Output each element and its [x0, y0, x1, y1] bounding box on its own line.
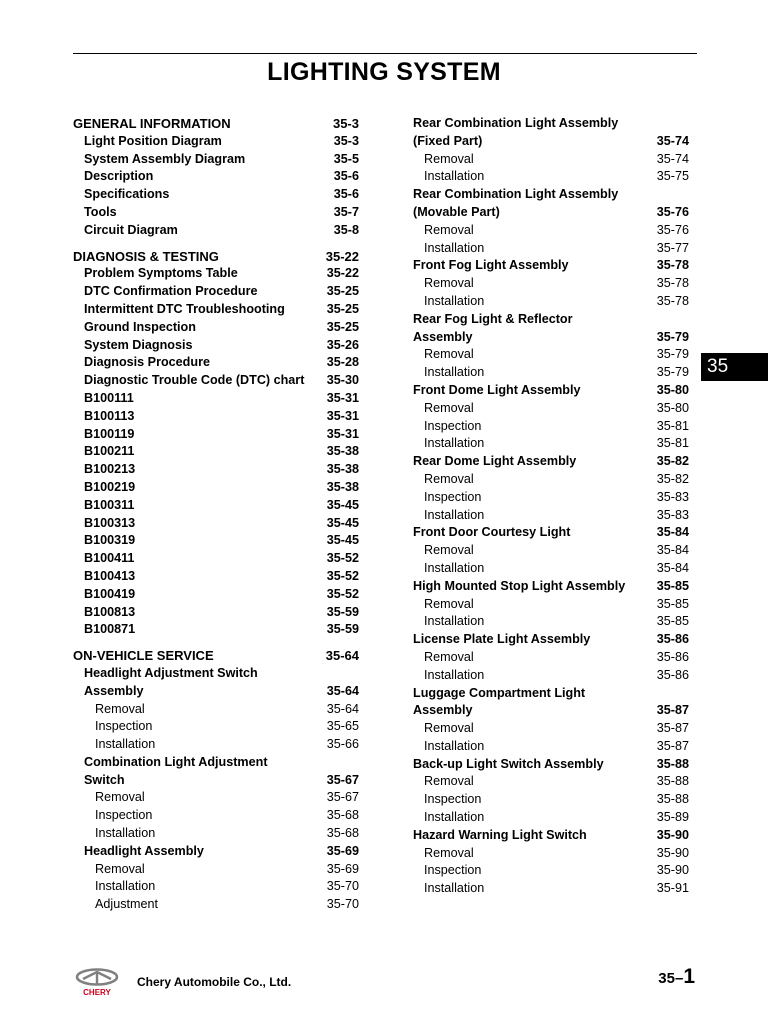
toc-entry-title: Removal: [424, 596, 474, 611]
toc-entry-page: 35-90: [656, 863, 689, 878]
toc-entry-page: 35-6: [333, 187, 359, 202]
toc-entry-page: 35-66: [326, 737, 359, 752]
toc-entry-page: 35-65: [326, 719, 359, 734]
logo-text: CHERY: [83, 988, 111, 997]
page-number-value: 1: [683, 965, 695, 988]
toc-entry-title: Ground Inspection: [84, 319, 196, 334]
toc-entry-page: 35-67: [326, 790, 359, 805]
company-name: Chery Automobile Co., Ltd.: [137, 975, 292, 989]
toc-entry: [73, 319, 359, 337]
toc-entry-title: Installation: [424, 436, 485, 451]
toc-entry-page: 35-69: [326, 861, 359, 876]
toc-entry-page: 35-22: [325, 248, 359, 264]
toc-entry-page: 35-64: [326, 683, 359, 698]
toc-entry-title: Removal: [424, 471, 474, 486]
toc-entry: [73, 586, 359, 604]
toc-section: [73, 647, 359, 665]
toc-entry-page: 35-83: [656, 489, 689, 504]
toc-subentry: [73, 896, 359, 914]
toc-entry-title: B100313: [84, 515, 136, 530]
toc-subentry: [413, 560, 689, 578]
toc-entry-page: 35-8: [333, 222, 359, 237]
toc-entry-page: 35-38: [326, 479, 359, 494]
toc-subentry: [73, 807, 359, 825]
toc-subentry: [413, 400, 689, 418]
toc-entry-page: 35-80: [656, 400, 689, 415]
toc-subentry: [413, 773, 689, 791]
toc-entry-page: 35-78: [656, 276, 689, 291]
toc-entry-page: 35-52: [326, 586, 359, 601]
toc-entry-title: B100419: [84, 586, 136, 601]
toc-entry-page: 35-86: [656, 649, 689, 664]
toc-entry-title: Problem Symptoms Table: [84, 266, 238, 281]
toc-entry: [73, 843, 359, 861]
toc-entry-page: 35-87: [656, 738, 689, 753]
toc-entry: [73, 186, 359, 204]
toc-entry-title: B100211: [84, 444, 135, 459]
toc-entry-page: 35-85: [656, 614, 689, 629]
toc-entry: [413, 524, 689, 542]
toc-entry-page: 35-86: [656, 667, 689, 682]
toc-subentry: [413, 809, 689, 827]
toc-entry-title: Removal: [424, 649, 474, 664]
toc-entry-title: Removal: [424, 347, 474, 362]
toc-entry-title: Inspection: [95, 719, 153, 734]
toc-entry-title: Installation: [95, 879, 156, 894]
toc-entry: [413, 827, 689, 845]
toc-subentry: [73, 718, 359, 736]
toc-subentry: [413, 507, 689, 525]
toc-entry: [413, 257, 689, 275]
toc-entry-title: Rear Combination Light Assembly (Movable Part): [413, 187, 619, 219]
toc-entry-title: B100113: [84, 408, 135, 423]
toc-entry-page: 35-30: [326, 373, 359, 388]
toc-entry-page: 35-83: [656, 507, 689, 522]
toc-entry-page: 35-87: [656, 721, 689, 736]
toc-entry: [73, 283, 359, 301]
toc-entry-title: Description: [84, 169, 154, 184]
toc-entry-page: 35-64: [325, 648, 359, 664]
toc-entry-page: 35-85: [656, 578, 689, 593]
toc-entry: [413, 756, 689, 774]
toc-entry-page: 35-78: [656, 293, 689, 308]
toc-entry-title: Inspection: [424, 418, 482, 433]
toc-entry-title: Rear Dome Light Assembly: [413, 454, 577, 469]
toc-entry-page: 35-52: [326, 551, 359, 566]
toc-subentry: [413, 649, 689, 667]
toc-subentry: [73, 736, 359, 754]
toc-entry-title: Installation: [424, 293, 485, 308]
toc-entry-page: 35-89: [656, 810, 689, 825]
toc-entry: [413, 685, 689, 721]
toc-entry-page: 35-78: [656, 258, 689, 273]
toc-entry-page: 35-74: [656, 133, 689, 148]
toc-entry: [413, 311, 689, 347]
toc-entry: [73, 337, 359, 355]
toc-entry: [413, 382, 689, 400]
toc-entry: [73, 390, 359, 408]
toc-subentry: [413, 862, 689, 880]
toc-entry-page: 35-6: [333, 169, 359, 184]
footer: [73, 965, 697, 999]
toc-entry: [73, 532, 359, 550]
toc-entry-title: Installation: [424, 738, 485, 753]
toc-entry-title: GENERAL INFORMATION: [73, 116, 231, 131]
toc-subentry: [413, 489, 689, 507]
toc-entry: [73, 461, 359, 479]
toc-entry-title: Installation: [424, 365, 485, 380]
toc-entry-page: 35-31: [326, 426, 359, 441]
toc-entry-title: Inspection: [95, 808, 153, 823]
toc-entry: [73, 222, 359, 240]
toc-subentry: [413, 720, 689, 738]
toc-entry-title: Hazard Warning Light Switch: [413, 827, 587, 842]
toc-subentry: [413, 880, 689, 898]
toc-entry-title: B100311: [84, 497, 135, 512]
toc-entry: [413, 631, 689, 649]
toc-entry-page: 35-26: [326, 337, 359, 352]
toc-entry: [73, 754, 359, 790]
toc-subentry: [413, 791, 689, 809]
toc-subentry: [73, 861, 359, 879]
toc-subentry: [413, 613, 689, 631]
toc-entry: [73, 443, 359, 461]
toc-entry: [73, 479, 359, 497]
toc-entry-title: Installation: [424, 169, 485, 184]
toc-entry: [73, 515, 359, 533]
chapter-tab: 35: [701, 353, 768, 381]
toc-entry-title: Installation: [424, 240, 485, 255]
toc-section: [73, 115, 359, 133]
toc-entry-title: B100411: [84, 551, 135, 566]
toc-entry-page: 35-85: [656, 596, 689, 611]
toc-entry-title: Intermittent DTC Troubleshooting: [84, 301, 285, 316]
toc-entry: [73, 301, 359, 319]
toc-subentry: [413, 667, 689, 685]
toc-entry-title: Circuit Diagram: [84, 222, 178, 237]
toc-entry-page: 35-82: [656, 454, 689, 469]
toc-entry-title: Installation: [424, 507, 485, 522]
toc-entry-page: 35-86: [656, 632, 689, 647]
toc-entry: [413, 453, 689, 471]
toc-entry-page: 35-22: [326, 266, 359, 281]
toc-entry-page: 35-68: [326, 826, 359, 841]
toc-entry: [413, 115, 689, 151]
page-title: LIGHTING SYSTEM: [267, 58, 501, 86]
toc-entry-page: 35-70: [326, 897, 359, 912]
chery-logo: [73, 967, 125, 997]
toc-entry: [73, 354, 359, 372]
toc-subentry: [73, 825, 359, 843]
toc-subentry: [413, 275, 689, 293]
toc-entry: [73, 568, 359, 586]
toc-entry-page: 35-59: [326, 604, 359, 619]
toc-entry-page: 35-91: [656, 881, 689, 896]
page-number: [658, 965, 695, 989]
toc-entry-title: Front Fog Light Assembly: [413, 258, 569, 273]
toc-entry-page: 35-84: [656, 543, 689, 558]
toc-entry-page: 35-82: [656, 471, 689, 486]
toc-entry-page: 35-88: [656, 774, 689, 789]
toc-entry-title: System Diagnosis: [84, 337, 193, 352]
toc-entry: [73, 265, 359, 283]
toc-entry-title: B100413: [84, 568, 136, 583]
toc-entry-page: 35-25: [326, 301, 359, 316]
toc-entry-title: Light Position Diagram: [84, 133, 222, 148]
toc-entry-title: Removal: [424, 774, 474, 789]
toc-entry-page: 35-3: [332, 116, 359, 131]
toc-entry-page: 35-79: [656, 347, 689, 362]
toc-subentry: [413, 168, 689, 186]
toc-entry-page: 35-90: [656, 827, 689, 842]
toc-entry-title: Installation: [424, 810, 485, 825]
top-rule: [73, 53, 697, 54]
toc-entry-title: Adjustment: [95, 897, 158, 912]
toc-entry-page: 35-87: [656, 703, 689, 718]
toc-entry: [73, 665, 359, 701]
toc-entry-page: 35-38: [326, 444, 359, 459]
toc-entry-title: B100119: [84, 426, 135, 441]
toc-entry-title: Headlight Adjustment Switch Assembly: [84, 665, 258, 698]
toc-entry-page: 35-74: [656, 151, 689, 166]
toc-entry-title: Diagnostic Trouble Code (DTC) chart: [84, 373, 305, 388]
toc-entry-page: 35-70: [326, 879, 359, 894]
toc-column-left: [73, 115, 359, 914]
toc-entry-title: DIAGNOSIS & TESTING: [73, 248, 219, 264]
toc-entry-page: 35-84: [656, 560, 689, 575]
toc-entry-title: License Plate Light Assembly: [413, 632, 591, 647]
toc-entry-title: Inspection: [424, 792, 482, 807]
toc-entry-page: 35-68: [326, 808, 359, 823]
toc-entry-title: Installation: [424, 614, 485, 629]
toc-entry-title: Installation: [424, 667, 485, 682]
toc-entry: [73, 426, 359, 444]
toc-entry-title: Removal: [424, 276, 474, 291]
page-number-prefix: 35–: [658, 970, 684, 987]
toc-entry-page: 35-77: [656, 240, 689, 255]
toc-entry: [73, 621, 359, 639]
toc-entry-page: 35-25: [326, 284, 359, 299]
toc-entry: [73, 133, 359, 151]
toc-entry-page: 35-45: [326, 515, 359, 530]
toc-entry-title: Removal: [424, 222, 474, 237]
toc-section: [73, 248, 359, 266]
toc-entry-title: Removal: [424, 845, 474, 860]
toc-entry-title: Removal: [424, 151, 474, 166]
toc-entry-page: 35-3: [333, 133, 359, 148]
toc-subentry: [413, 364, 689, 382]
toc-entry-title: Front Door Courtesy Light: [413, 525, 571, 540]
toc-subentry: [413, 435, 689, 453]
toc-entry-title: Removal: [424, 543, 474, 558]
toc-subentry: [413, 418, 689, 436]
toc-entry-title: Front Dome Light Assembly: [413, 382, 581, 397]
toc-subentry: [413, 542, 689, 560]
toc-entry-page: 35-79: [656, 329, 689, 344]
toc-entry-page: 35-28: [326, 355, 359, 370]
toc-entry-page: 35-76: [656, 204, 689, 219]
toc-entry: [73, 408, 359, 426]
toc-entry-title: Luggage Compartment Light Assembly: [413, 685, 586, 718]
toc-entry-title: B100111: [84, 390, 134, 405]
toc-entry-title: Tools: [84, 204, 117, 219]
toc-entry-page: 35-81: [656, 418, 689, 433]
toc-subentry: [413, 346, 689, 364]
toc-entry: [73, 204, 359, 222]
toc-entry-title: B100871: [84, 622, 136, 637]
toc-entry-page: 35-7: [333, 204, 359, 219]
toc-entry-title: High Mounted Stop Light Assembly: [413, 578, 626, 593]
toc-subentry: [73, 789, 359, 807]
toc-entry-title: B100319: [84, 533, 136, 548]
toc-entry-title: DTC Confirmation Procedure: [84, 284, 258, 299]
toc-subentry: [413, 471, 689, 489]
toc-entry-title: Rear Combination Light Assembly (Fixed Part): [413, 116, 619, 148]
toc-column-right: [413, 115, 689, 898]
toc-entry-title: Removal: [424, 721, 474, 736]
toc-entry-title: B100813: [84, 604, 136, 619]
toc-entry-page: 35-90: [656, 845, 689, 860]
toc-entry-page: 35-84: [656, 525, 689, 540]
toc-entry-page: 35-52: [326, 568, 359, 583]
toc-entry-title: Headlight Assembly: [84, 843, 204, 858]
toc-entry-title: Inspection: [424, 863, 482, 878]
toc-entry-title: Removal: [95, 861, 145, 876]
toc-entry-page: 35-79: [656, 365, 689, 380]
toc-entry: [73, 372, 359, 390]
toc-subentry: [413, 596, 689, 614]
toc-entry-page: 35-76: [656, 222, 689, 237]
toc-entry-title: Installation: [424, 881, 485, 896]
toc-entry-page: 35-81: [656, 436, 689, 451]
toc-entry-title: ON-VEHICLE SERVICE: [73, 648, 214, 664]
toc-entry-title: Inspection: [424, 489, 482, 504]
toc-entry-page: 35-5: [333, 151, 359, 166]
toc-entry-title: Combination Light Adjustment Switch: [84, 754, 268, 787]
toc-entry: [73, 151, 359, 169]
toc-entry: [413, 186, 689, 222]
toc-entry-page: 35-88: [656, 756, 689, 771]
toc-entry-title: Rear Fog Light & Reflector Assembly: [413, 311, 573, 344]
toc-entry-page: 35-38: [326, 462, 359, 477]
toc-entry-page: 35-88: [656, 792, 689, 807]
toc-entry-page: 35-31: [326, 408, 359, 423]
toc-entry-title: Removal: [95, 701, 145, 716]
toc-entry-title: Installation: [95, 737, 156, 752]
toc-entry-page: 35-67: [326, 772, 359, 787]
toc-entry-page: 35-75: [656, 169, 689, 184]
toc-subentry: [413, 293, 689, 311]
toc-entry: [73, 550, 359, 568]
toc-entry-title: Installation: [95, 826, 156, 841]
toc-subentry: [413, 151, 689, 169]
toc-entry: [73, 604, 359, 622]
toc-entry-title: Installation: [424, 560, 485, 575]
toc-entry-title: Diagnosis Procedure: [84, 355, 210, 370]
toc-entry-title: Specifications: [84, 187, 170, 202]
toc-entry-page: 35-45: [326, 533, 359, 548]
toc-subentry: [413, 845, 689, 863]
toc-subentry: [413, 240, 689, 258]
toc-entry-page: 35-25: [326, 319, 359, 334]
toc-entry-page: 35-45: [326, 497, 359, 512]
toc-entry-page: 35-31: [326, 390, 359, 405]
toc-entry-title: Back-up Light Switch Assembly: [413, 756, 604, 771]
toc-entry-page: 35-80: [656, 382, 689, 397]
toc-entry: [73, 168, 359, 186]
toc-entry-title: B100213: [84, 462, 136, 477]
toc-subentry: [73, 701, 359, 719]
toc-entry-title: System Assembly Diagram: [84, 151, 246, 166]
toc-entry-title: Removal: [424, 400, 474, 415]
toc-entry-title: B100219: [84, 479, 136, 494]
toc-entry-title: Removal: [95, 790, 145, 805]
toc-entry-page: 35-69: [326, 843, 359, 858]
toc-subentry: [73, 878, 359, 896]
toc-subentry: [413, 222, 689, 240]
toc-entry-page: 35-59: [326, 622, 359, 637]
toc-entry: [73, 497, 359, 515]
toc-subentry: [413, 738, 689, 756]
toc-entry: [413, 578, 689, 596]
toc-entry-page: 35-64: [326, 701, 359, 716]
